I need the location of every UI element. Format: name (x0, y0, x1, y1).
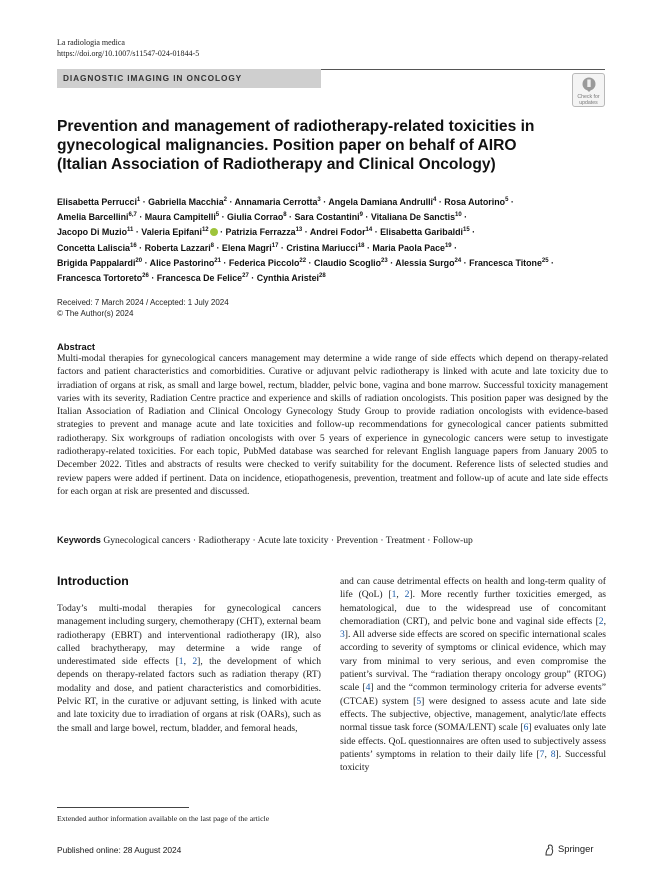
author-separator: · (387, 257, 396, 268)
reference-link[interactable]: 2 (598, 615, 604, 627)
author-affiliation: 20 (135, 257, 143, 264)
author-affiliation: 14 (365, 227, 373, 234)
author-separator: · (548, 257, 555, 268)
footnote-rule (57, 807, 189, 808)
body-text: , (396, 589, 405, 601)
body-text: ], the development of which depends on therapy-related factors such as radiation therapy (RT) modality and dose, and patient characteristics and comorbidities. Pelvic RT, in the curative or adjuvant setting, is linked with acute and late toxicity due to irradiation of organs at risk (OARs), such as the small and large bowel, rectum, bladder, and femoral heads, (57, 656, 321, 734)
author-name[interactable]: Valeria Epifani (141, 227, 202, 238)
author-separator: · (286, 212, 295, 223)
crossmark-line2: updates (579, 100, 598, 106)
author-affiliation: 13 (295, 227, 303, 234)
author-line (57, 209, 617, 224)
author-name[interactable]: Giulia Corrao (227, 212, 284, 223)
author-separator: · (278, 242, 287, 253)
author-affiliation: 22 (299, 257, 307, 264)
author-separator: · (469, 227, 476, 238)
author-list (57, 194, 617, 285)
author-separator: · (142, 257, 150, 268)
article-title: Prevention and management of radiotherapy-related toxicities in gynecological malignancies. Position paper on behalf of AIRO (Italian Association of Radiotherapy and Clinical Oncology) (57, 118, 535, 173)
author-name[interactable]: Concetta Laliscia (57, 242, 130, 253)
author-name[interactable]: Alice Pastorino (149, 257, 215, 268)
keywords-text: Gynecological cancers · Radiotherapy · Acute late toxicity · Prevention · Treatment · Follow-up (103, 535, 473, 546)
body-text: ]. Successful toxicity (340, 748, 606, 774)
introduction-heading: Introduction (57, 574, 129, 588)
author-separator: · (217, 227, 226, 238)
author-line (57, 240, 617, 255)
body-text: ]. More recently further toxicities emerged, as hematological, due to the widespread use of concomitant chemoradiation (CRT), and pelvic bone and vaginal side effects [ (340, 589, 606, 627)
author-separator: · (133, 227, 142, 238)
author-separator: · (508, 196, 514, 207)
author-affiliation: 10 (455, 212, 462, 219)
author-name[interactable]: Roberta Lazzari (144, 242, 211, 253)
reference-link[interactable]: 6 (523, 722, 529, 734)
author-separator: · (320, 196, 329, 207)
author-name[interactable]: Vitaliana De Sanctis (370, 212, 456, 223)
check-for-updates-badge[interactable] (572, 73, 605, 107)
author-separator: · (372, 227, 381, 238)
author-name[interactable]: Elisabetta Perrucci (57, 196, 137, 207)
reference-link[interactable]: 3 (340, 629, 345, 641)
section-label: DIAGNOSTIC IMAGING IN ONCOLOGY (63, 73, 243, 83)
author-name[interactable]: Patrizia Ferrazza (225, 227, 296, 238)
author-line (57, 255, 617, 270)
body-text: ] were designed to assess acute and late side effects. The subjective, objective, management, analytic/late effects normal tissue task force (SOMA/LENT) scale [ (340, 695, 606, 734)
author-name[interactable]: Andrei Fodor (309, 227, 366, 238)
reference-link[interactable]: 8 (550, 748, 556, 760)
author-line (57, 224, 617, 239)
author-separator: · (140, 196, 149, 207)
author-separator: · (364, 242, 373, 253)
author-separator: · (461, 212, 468, 223)
author-affiliation: 11 (127, 227, 134, 234)
author-name[interactable]: Maura Campitelli (144, 212, 216, 223)
author-line (57, 270, 617, 285)
author-affiliation: 4 (433, 197, 437, 203)
article-dates (57, 298, 229, 319)
author-separator: · (219, 212, 228, 223)
author-affiliation: 1 (136, 197, 141, 203)
author-line (57, 194, 617, 209)
reference-link[interactable]: 1 (178, 656, 184, 668)
author-name[interactable]: Amelia Barcellini (57, 212, 129, 223)
body-text: and can cause detrimental effects on health and long-term quality of life (QoL) [ (340, 576, 606, 601)
author-name[interactable]: Cynthia Aristei (256, 272, 319, 283)
body-text: , (544, 748, 551, 760)
published-online: Published online: 28 August 2024 (57, 845, 182, 855)
author-affiliation: 6,7 (128, 212, 137, 219)
author-name[interactable]: Francesca De Felice (156, 272, 243, 283)
reference-link[interactable]: 7 (539, 748, 545, 760)
reference-link[interactable]: 4 (365, 682, 371, 694)
author-separator: · (451, 242, 458, 253)
reference-link[interactable]: 2 (192, 656, 198, 668)
abstract-text: Multi-modal therapies for gynecological cancers management may determine a wide range of side effects which depend on therapy-related factors and patient characteristics and comorbidities. Curative or adjuvant pelvic radiotherapy is linked with acute and late toxicity due to irradiation of organs at risk, as small and large bowel, rectum, bladder, pelvic bone, vagina and bone marrow. Successful toxicity management varies with its severity, Radiation Centre practice and experience and skills of radiation oncologists. This position paper was designed by the Italian Association of Radiation and Clinical Oncology Gynecology Study Group to provide radiation oncologists with evidence-based strategies to prevent and manage acute and late toxicities and follow-up recommendations for gynecological cancer patients submitted radiotherapy. Six workgroups of radiation oncologists with over 5 years of experience in gynecologic cancers were setup to investigate radiotherapy-related toxicities. For each topic, PubMed database was searched for relevant English language papers from January 2005 to December 2022. Titles and abstracts of results were checked to verify suitability for the document. Reference lists of selected studies and review papers were added if pertinent. Data on incidence, etiopathogenesis, prevention, treatment and follow-up of acute and late side effects for each organ at risk are presented and discussed. (57, 353, 608, 497)
author-separator: · (461, 257, 470, 268)
author-name[interactable]: Federica Piccolo (228, 257, 300, 268)
body-text: , (183, 656, 193, 668)
author-separator: · (436, 196, 445, 207)
author-affiliation: 2 (223, 197, 227, 203)
introduction-left-column (57, 602, 321, 735)
body-text: ] and the “common terminology criteria for adverse events” (CTCAE) system [ (340, 682, 606, 707)
author-name[interactable]: Elisabetta Garibaldi (380, 227, 463, 238)
body-text: Today’s multi-modal therapies for gynecological cancers management including surgery, chemotherapy (CHT), external beam radiotherapy (EBRT) and interventional radiotherapy (IR), also called brachytherapy, may determine a wide range of underestimated side effects [ (57, 603, 322, 668)
author-affiliation: 26 (142, 272, 149, 279)
author-affiliation: 18 (357, 242, 365, 249)
author-affiliation: 5 (505, 197, 509, 203)
author-separator: · (226, 196, 235, 207)
author-separator: · (220, 257, 229, 268)
author-name[interactable]: Brigida Pappalardi (57, 257, 136, 268)
section-bar (57, 69, 321, 88)
author-separator: · (362, 212, 371, 223)
author-separator: · (148, 272, 157, 283)
journal-header (57, 38, 199, 59)
header-rule (321, 69, 605, 70)
author-affiliation: 19 (444, 242, 452, 249)
author-name[interactable]: Sara Costantini (294, 212, 360, 223)
author-affiliation: 3 (317, 197, 321, 203)
introduction-right-column (340, 575, 606, 774)
author-name[interactable]: Claudio Scoglio (313, 257, 382, 268)
reference-link[interactable]: 1 (391, 589, 397, 601)
crossmark-label (573, 94, 604, 106)
body-text: ] evaluates only late side effects. QoL questionnaires are often used to subjectively assess patients’ symptoms in relation to their daily life [ (340, 722, 607, 760)
author-affiliation: 8 (210, 242, 215, 249)
doi-link[interactable]: https://doi.org/10.1007/s11547-024-01844-5 (57, 48, 200, 58)
crossmark-icon (581, 76, 597, 93)
orcid-icon[interactable] (210, 228, 218, 236)
author-separator: · (302, 227, 310, 238)
author-name[interactable]: Rosa Autorino (444, 196, 506, 207)
publisher-logo-text: Springer (558, 843, 594, 854)
author-affiliation: 12 (201, 227, 209, 234)
keywords-label: Keywords (57, 535, 101, 545)
author-affiliation: 23 (381, 257, 388, 264)
abstract-heading: Abstract (57, 341, 96, 352)
author-affiliation: 5 (215, 212, 220, 219)
author-name[interactable]: Francesca Tortoreto (57, 272, 143, 283)
author-affiliation: 21 (214, 257, 221, 264)
author-name[interactable]: Annamaria Cerrotta (234, 196, 318, 207)
springer-horse-icon (544, 844, 555, 856)
author-separator: · (136, 212, 145, 223)
footnote: Extended author information available on the last page of the article (57, 814, 270, 823)
author-name[interactable]: Angela Damiana Andrulli (328, 196, 434, 207)
author-affiliation: 25 (541, 257, 549, 264)
author-separator: · (306, 257, 314, 268)
received-accepted: Received: 7 March 2024 / Accepted: 1 July 2024 (57, 298, 229, 307)
author-name[interactable]: Cristina Mariucci (286, 242, 358, 253)
keywords (57, 534, 608, 547)
author-affiliation: 17 (271, 242, 279, 249)
reference-link[interactable]: 5 (416, 695, 422, 707)
author-affiliation: 27 (242, 272, 249, 279)
crossmark-line1: Check for (577, 94, 600, 100)
copyright: © The Author(s) 2024 (57, 308, 134, 318)
author-name[interactable]: Gabriella Macchia (148, 196, 224, 207)
author-affiliation: 15 (463, 227, 470, 234)
author-name[interactable]: Alessia Surgo (395, 257, 455, 268)
author-separator: · (248, 272, 257, 283)
reference-link[interactable]: 2 (404, 589, 410, 601)
author-affiliation: 8 (283, 212, 287, 219)
author-name[interactable]: Jacopo Di Muzio (57, 227, 128, 238)
author-separator: · (214, 242, 222, 253)
author-affiliation: 28 (319, 272, 326, 279)
author-affiliation: 9 (359, 212, 363, 219)
author-separator: · (136, 242, 145, 253)
body-text: , (603, 615, 606, 627)
author-name[interactable]: Elena Magri (221, 242, 272, 253)
author-affiliation: 16 (130, 242, 137, 249)
author-name[interactable]: Maria Paola Pace (372, 242, 445, 253)
journal-name: La radiologia medica (57, 38, 125, 47)
author-name[interactable]: Francesca Titone (469, 257, 542, 268)
body-text: ]. All adverse side effects are scored on specific international scales according to severity of symptoms or clinical evidence, which may vary from minimal to very serious, and even compromise the patient’s survival. The “radiation therapy oncology group” (RTOG) scale [ (340, 629, 606, 694)
author-affiliation: 24 (454, 257, 462, 264)
